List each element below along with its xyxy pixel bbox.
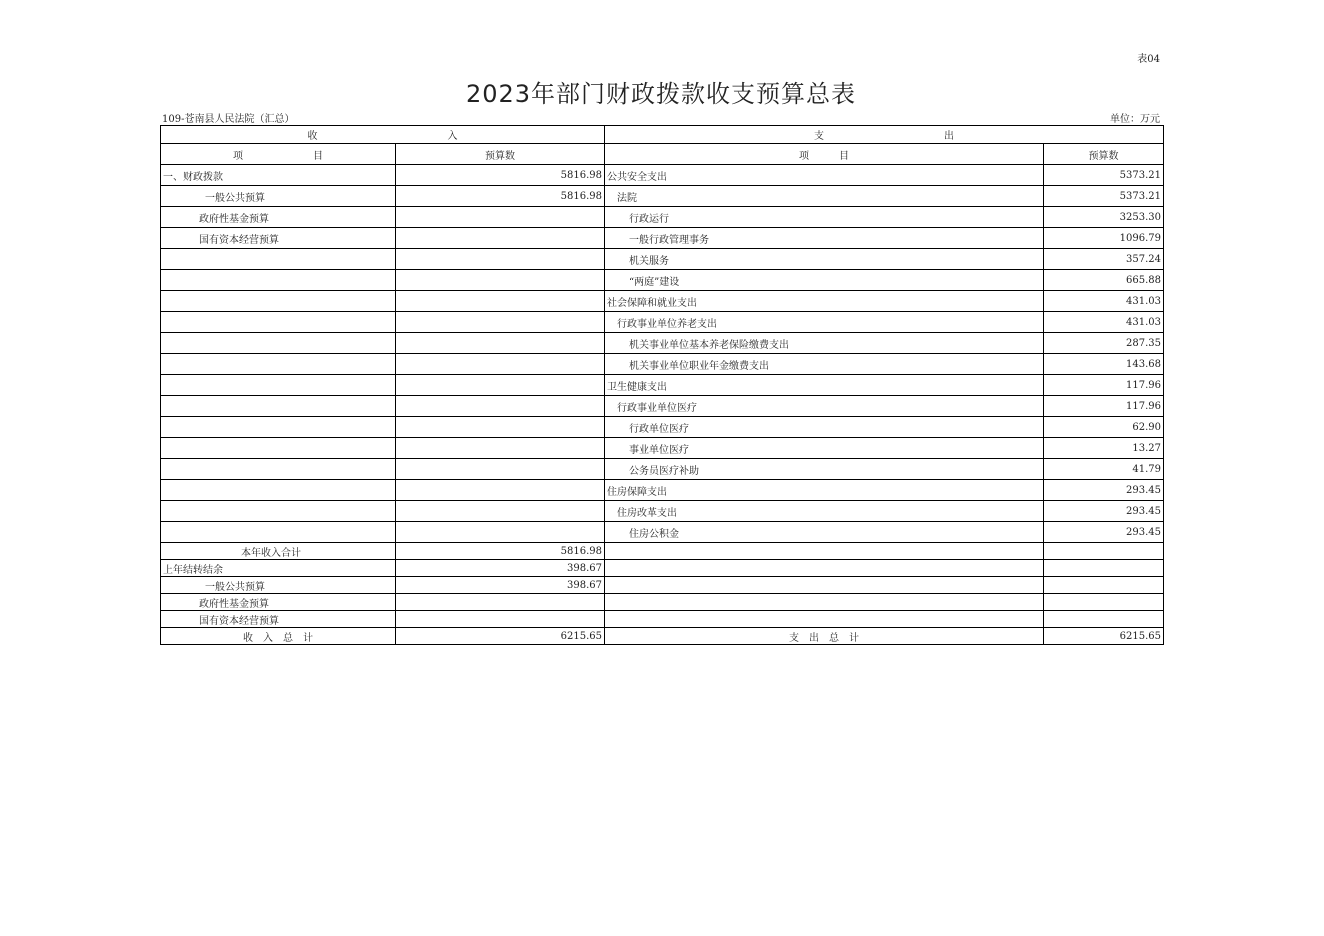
- expense-label: 行政事业单位养老支出: [605, 312, 1044, 333]
- income-amount: [396, 396, 605, 417]
- table-row: [161, 417, 1164, 438]
- carry-capital-label: 国有资本经营预算: [161, 611, 396, 628]
- expense-amount: 3253.30: [1044, 207, 1164, 228]
- income-amount: [396, 522, 605, 543]
- table-row: [161, 312, 1164, 333]
- income-amount: 5816.98: [396, 165, 605, 186]
- income-amount: [396, 291, 605, 312]
- table-row: [161, 480, 1164, 501]
- page-title: 2023年部门财政拨款收支预算总表: [465, 80, 857, 108]
- expense-label: 行政事业单位医疗: [605, 396, 1044, 417]
- table-row: [161, 396, 1164, 417]
- expense-amount: 287.35: [1044, 333, 1164, 354]
- expense-label: [605, 611, 1044, 628]
- income-amount: [396, 438, 605, 459]
- header-income: 收 入: [161, 126, 605, 144]
- expense-label: [605, 543, 1044, 560]
- table-row: [161, 501, 1164, 522]
- income-amount: [396, 333, 605, 354]
- expense-label: 卫生健康支出: [605, 375, 1044, 396]
- income-label: [161, 291, 396, 312]
- income-amount: [396, 207, 605, 228]
- expense-amount: 143.68: [1044, 354, 1164, 375]
- expense-amount: 431.03: [1044, 312, 1164, 333]
- summary-row-carry-fund: [161, 594, 1164, 611]
- carryover-amount: 398.67: [396, 560, 605, 577]
- carry-fund-label: 政府性基金预算: [161, 594, 396, 611]
- expense-amount: 293.45: [1044, 480, 1164, 501]
- summary-row-totals: [161, 628, 1164, 645]
- carry-general-amount: 398.67: [396, 577, 605, 594]
- income-label: [161, 354, 396, 375]
- expense-label: 一般行政管理事务: [605, 228, 1044, 249]
- income-amount: [396, 459, 605, 480]
- table-row: [161, 333, 1164, 354]
- income-label: [161, 459, 396, 480]
- expense-total-amount: 6215.65: [1044, 628, 1164, 645]
- header-expense-amount: 预算数: [1044, 144, 1164, 165]
- income-label: 国有资本经营预算: [161, 228, 396, 249]
- expense-label: 机关事业单位基本养老保险缴费支出: [605, 333, 1044, 354]
- income-amount: [396, 354, 605, 375]
- table-row: [161, 354, 1164, 375]
- income-label: 一、财政拨款: [161, 165, 396, 186]
- income-amount: 5816.98: [396, 186, 605, 207]
- table-id: 表04: [1137, 54, 1160, 65]
- expense-label: 公务员医疗补助: [605, 459, 1044, 480]
- summary-row-carry-general: [161, 577, 1164, 594]
- table-row: [161, 207, 1164, 228]
- year-income-amount: 5816.98: [396, 543, 605, 560]
- expense-label: [605, 577, 1044, 594]
- expense-label: 住房保障支出: [605, 480, 1044, 501]
- income-amount: [396, 312, 605, 333]
- expense-amount: 357.24: [1044, 249, 1164, 270]
- expense-amount: 1096.79: [1044, 228, 1164, 249]
- unit-label: 单位：万元: [1110, 114, 1160, 125]
- expense-amount: 41.79: [1044, 459, 1164, 480]
- carryover-label: 上年结转结余: [161, 560, 396, 577]
- table-row: [161, 438, 1164, 459]
- income-amount: [396, 501, 605, 522]
- table-row: [161, 522, 1164, 543]
- income-amount: [396, 270, 605, 291]
- expense-total-label: 支 出 总 计: [605, 628, 1044, 645]
- expense-label: 行政单位医疗: [605, 417, 1044, 438]
- expense-label: 机关事业单位职业年金缴费支出: [605, 354, 1044, 375]
- table-row: [161, 165, 1164, 186]
- budget-table: [160, 125, 1164, 645]
- expense-label: 社会保障和就业支出: [605, 291, 1044, 312]
- table-row: [161, 291, 1164, 312]
- expense-amount: 293.45: [1044, 501, 1164, 522]
- expense-amount: [1044, 560, 1164, 577]
- expense-label: 事业单位医疗: [605, 438, 1044, 459]
- expense-label: [605, 594, 1044, 611]
- table-row: [161, 270, 1164, 291]
- expense-label: 公共安全支出: [605, 165, 1044, 186]
- expense-amount: 117.96: [1044, 396, 1164, 417]
- income-total-amount: 6215.65: [396, 628, 605, 645]
- expense-label: “两庭”建设: [605, 270, 1044, 291]
- expense-label: 机关服务: [605, 249, 1044, 270]
- expense-amount: 665.88: [1044, 270, 1164, 291]
- header-row-columns: [161, 144, 1164, 165]
- summary-row-year-income: [161, 543, 1164, 560]
- expense-amount: 431.03: [1044, 291, 1164, 312]
- income-label: [161, 522, 396, 543]
- income-label: [161, 396, 396, 417]
- expense-amount: 62.90: [1044, 417, 1164, 438]
- table-row: [161, 375, 1164, 396]
- income-amount: [396, 228, 605, 249]
- meta-row: [162, 110, 1160, 124]
- header-income-amount: 预算数: [396, 144, 605, 165]
- expense-label: 住房公积金: [605, 522, 1044, 543]
- summary-row-carry-capital: [161, 611, 1164, 628]
- header-income-item: 项 目: [161, 144, 396, 165]
- table-row: [161, 459, 1164, 480]
- income-amount: [396, 249, 605, 270]
- expense-amount: [1044, 594, 1164, 611]
- income-label: [161, 333, 396, 354]
- year-income-label: 本年收入合计: [161, 543, 396, 560]
- income-label: [161, 480, 396, 501]
- carry-capital-amount: [396, 611, 605, 628]
- income-label: [161, 270, 396, 291]
- expense-amount: [1044, 577, 1164, 594]
- header-row-section: [161, 126, 1164, 144]
- carry-general-label: 一般公共预算: [161, 577, 396, 594]
- expense-amount: 293.45: [1044, 522, 1164, 543]
- expense-amount: 117.96: [1044, 375, 1164, 396]
- expense-amount: [1044, 543, 1164, 560]
- income-label: [161, 312, 396, 333]
- income-total-label: 收 入 总 计: [161, 628, 396, 645]
- table-row: [161, 228, 1164, 249]
- income-amount: [396, 375, 605, 396]
- summary-row-carryover: [161, 560, 1164, 577]
- table-row: [161, 186, 1164, 207]
- income-label: [161, 375, 396, 396]
- expense-label: 法院: [605, 186, 1044, 207]
- income-label: 一般公共预算: [161, 186, 396, 207]
- expense-label: [605, 560, 1044, 577]
- expense-label: 住房改革支出: [605, 501, 1044, 522]
- income-label: [161, 501, 396, 522]
- income-label: [161, 438, 396, 459]
- income-amount: [396, 480, 605, 501]
- income-label: [161, 417, 396, 438]
- table-row: [161, 249, 1164, 270]
- expense-amount: 5373.21: [1044, 186, 1164, 207]
- expense-amount: 5373.21: [1044, 165, 1164, 186]
- income-amount: [396, 417, 605, 438]
- expense-label: 行政运行: [605, 207, 1044, 228]
- expense-amount: 13.27: [1044, 438, 1164, 459]
- income-label: [161, 249, 396, 270]
- header-expense-item: 项 目: [605, 144, 1044, 165]
- expense-amount: [1044, 611, 1164, 628]
- income-label: 政府性基金预算: [161, 207, 396, 228]
- header-expense: 支 出: [605, 126, 1164, 144]
- carry-fund-amount: [396, 594, 605, 611]
- org-name: 109-苍南县人民法院（汇总）: [162, 114, 295, 125]
